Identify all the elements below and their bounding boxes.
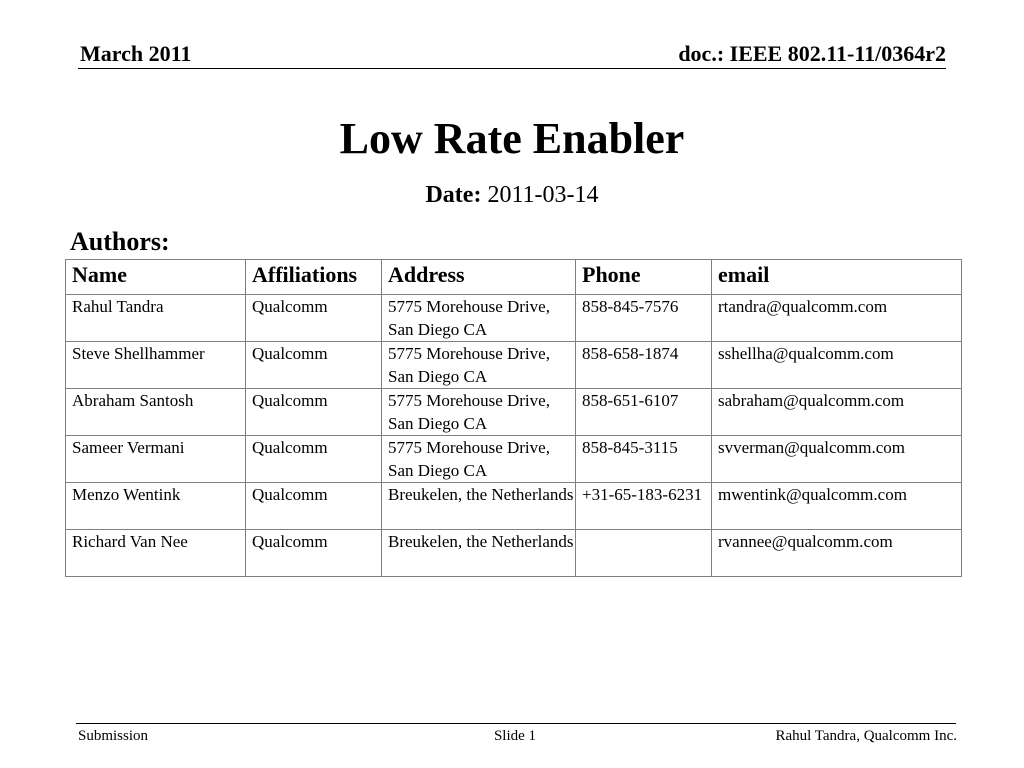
authors-heading: Authors: [70,227,170,256]
table-row [66,436,962,483]
author-affiliation: Qualcomm [246,530,382,577]
author-affiliation: Qualcomm [246,483,382,530]
date-label: Date: [425,182,482,208]
author-affiliation: Qualcomm [246,389,382,436]
author-email: sshellha@qualcomm.com [712,342,962,389]
slide-title: Low Rate Enabler [339,114,685,163]
author-email: svverman@qualcomm.com [712,436,962,483]
table-row [66,295,962,342]
author-email: rtandra@qualcomm.com [712,295,962,342]
author-affiliation: Qualcomm [246,295,382,342]
author-name: Richard Van Nee [66,530,246,577]
author-name: Steve Shellhammer [66,342,246,389]
header-divider [78,68,946,69]
column-header-email: email [712,260,962,295]
column-header-name: Name [66,260,246,295]
footer-divider [76,723,956,724]
author-name: Sameer Vermani [66,436,246,483]
author-phone: 858-651-6107 [576,389,712,436]
footer-slide-number: Slide 1 [493,728,537,744]
author-address: 5775 Morehouse Drive, San Diego CA [382,436,576,483]
author-name: Abraham Santosh [66,389,246,436]
author-affiliation: Qualcomm [246,342,382,389]
author-affiliation: Qualcomm [246,436,382,483]
header-doc-id: doc.: IEEE 802.11-11/0364r2 [678,41,946,66]
author-name: Menzo Wentink [66,483,246,530]
table-row [66,530,962,577]
date-line [0,181,1024,209]
table-row [66,389,962,436]
author-phone: +31-65-183-6231 [576,483,712,530]
author-name: Rahul Tandra [66,295,246,342]
author-phone: 858-658-1874 [576,342,712,389]
table-row [66,483,962,530]
author-address: Breukelen, the Netherlands [382,483,576,530]
header-date: March 2011 [80,41,192,66]
author-address: 5775 Morehouse Drive, San Diego CA [382,295,576,342]
author-phone: 858-845-3115 [576,436,712,483]
author-address: 5775 Morehouse Drive, San Diego CA [382,342,576,389]
author-phone: 858-845-7576 [576,295,712,342]
table-row [66,342,962,389]
footer-author: Rahul Tandra, Qualcomm Inc. [775,728,957,744]
author-email: rvannee@qualcomm.com [712,530,962,577]
author-address: 5775 Morehouse Drive, San Diego CA [382,389,576,436]
column-header-phone: Phone [576,260,712,295]
author-email: sabraham@qualcomm.com [712,389,962,436]
footer-submission: Submission [78,728,149,744]
author-phone [576,530,712,577]
author-email: mwentink@qualcomm.com [712,483,962,530]
table-header-row [66,260,962,295]
authors-table [65,259,962,577]
column-header-address: Address [382,260,576,295]
author-address: Breukelen, the Netherlands [382,530,576,577]
column-header-affiliations: Affiliations [246,260,382,295]
date-value: 2011-03-14 [487,182,599,208]
